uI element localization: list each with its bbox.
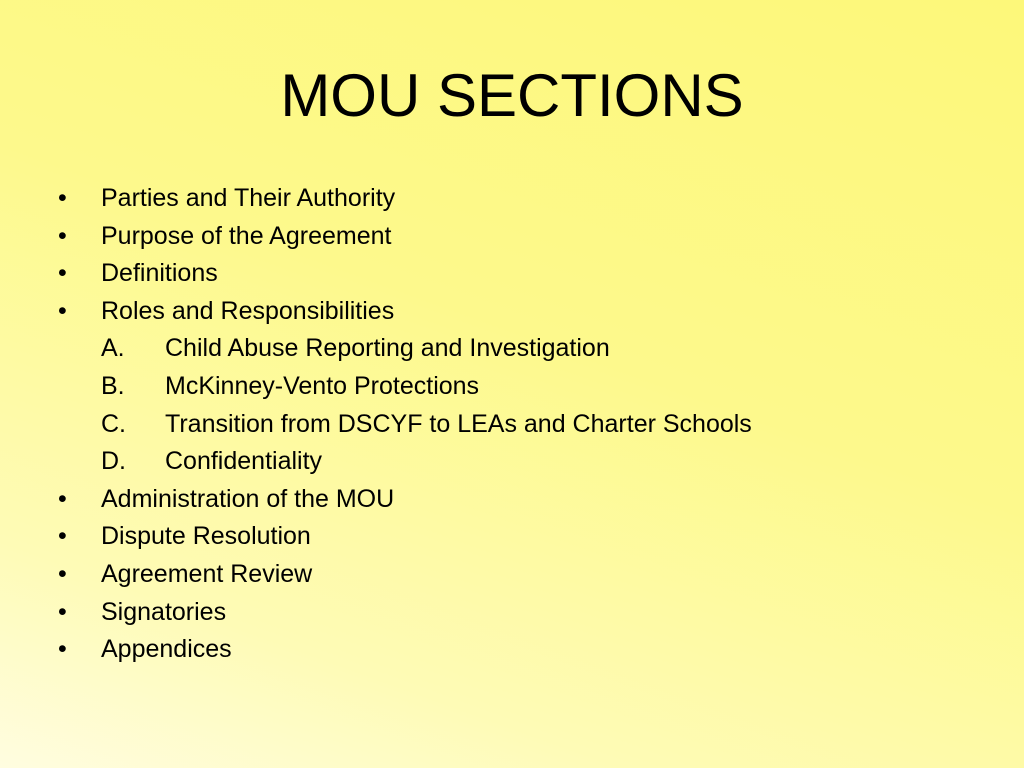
sub-item-letter: C. <box>101 409 126 438</box>
list-item-label: Appendices <box>101 635 232 664</box>
bullet-icon: • <box>58 635 67 664</box>
list-item-label: Agreement Review <box>101 559 313 588</box>
list-item <box>0 594 1024 632</box>
sub-item-letter: A. <box>101 334 125 363</box>
list-item-label: Purpose of the Agreement <box>101 221 392 250</box>
list-item-label: Definitions <box>101 259 218 288</box>
bullet-icon: • <box>58 522 67 551</box>
list-item <box>0 631 1024 669</box>
list-item <box>0 518 1024 556</box>
sub-item-label: McKinney-Vento Protections <box>165 371 480 400</box>
sub-item-letter: D. <box>101 447 126 476</box>
list-item <box>0 556 1024 594</box>
sub-list-item <box>0 368 1024 406</box>
list-item <box>0 481 1024 519</box>
bullet-icon: • <box>58 184 67 212</box>
list-item-label: Administration of the MOU <box>101 484 395 513</box>
list-item-label: Signatories <box>101 597 227 626</box>
bullet-icon: • <box>58 259 67 288</box>
bullet-icon: • <box>58 484 67 513</box>
bullet-icon: • <box>58 296 67 325</box>
sub-item-letter: B. <box>101 371 125 400</box>
sub-list-item <box>0 443 1024 481</box>
bullet-icon: • <box>58 221 67 250</box>
list-item <box>0 255 1024 293</box>
slide-title: MOU SECTIONS <box>280 62 744 129</box>
bullet-icon: • <box>58 597 67 626</box>
list-item-label: Parties and Their Authority <box>101 184 396 212</box>
bullet-icon: • <box>58 559 67 588</box>
list-item-label: Dispute Resolution <box>101 522 311 551</box>
sub-item-label: Transition from DSCYF to LEAs and Charter Schools <box>165 409 752 438</box>
list-item-label: Roles and Responsibilities <box>101 296 395 325</box>
sub-list-item <box>0 330 1024 368</box>
list-item <box>0 180 1024 218</box>
sub-item-label: Child Abuse Reporting and Investigation <box>165 334 610 363</box>
list-item <box>0 293 1024 331</box>
sub-list-item <box>0 406 1024 444</box>
sub-item-label: Confidentiality <box>165 447 323 476</box>
list-item <box>0 218 1024 256</box>
sections-list <box>0 180 1024 669</box>
